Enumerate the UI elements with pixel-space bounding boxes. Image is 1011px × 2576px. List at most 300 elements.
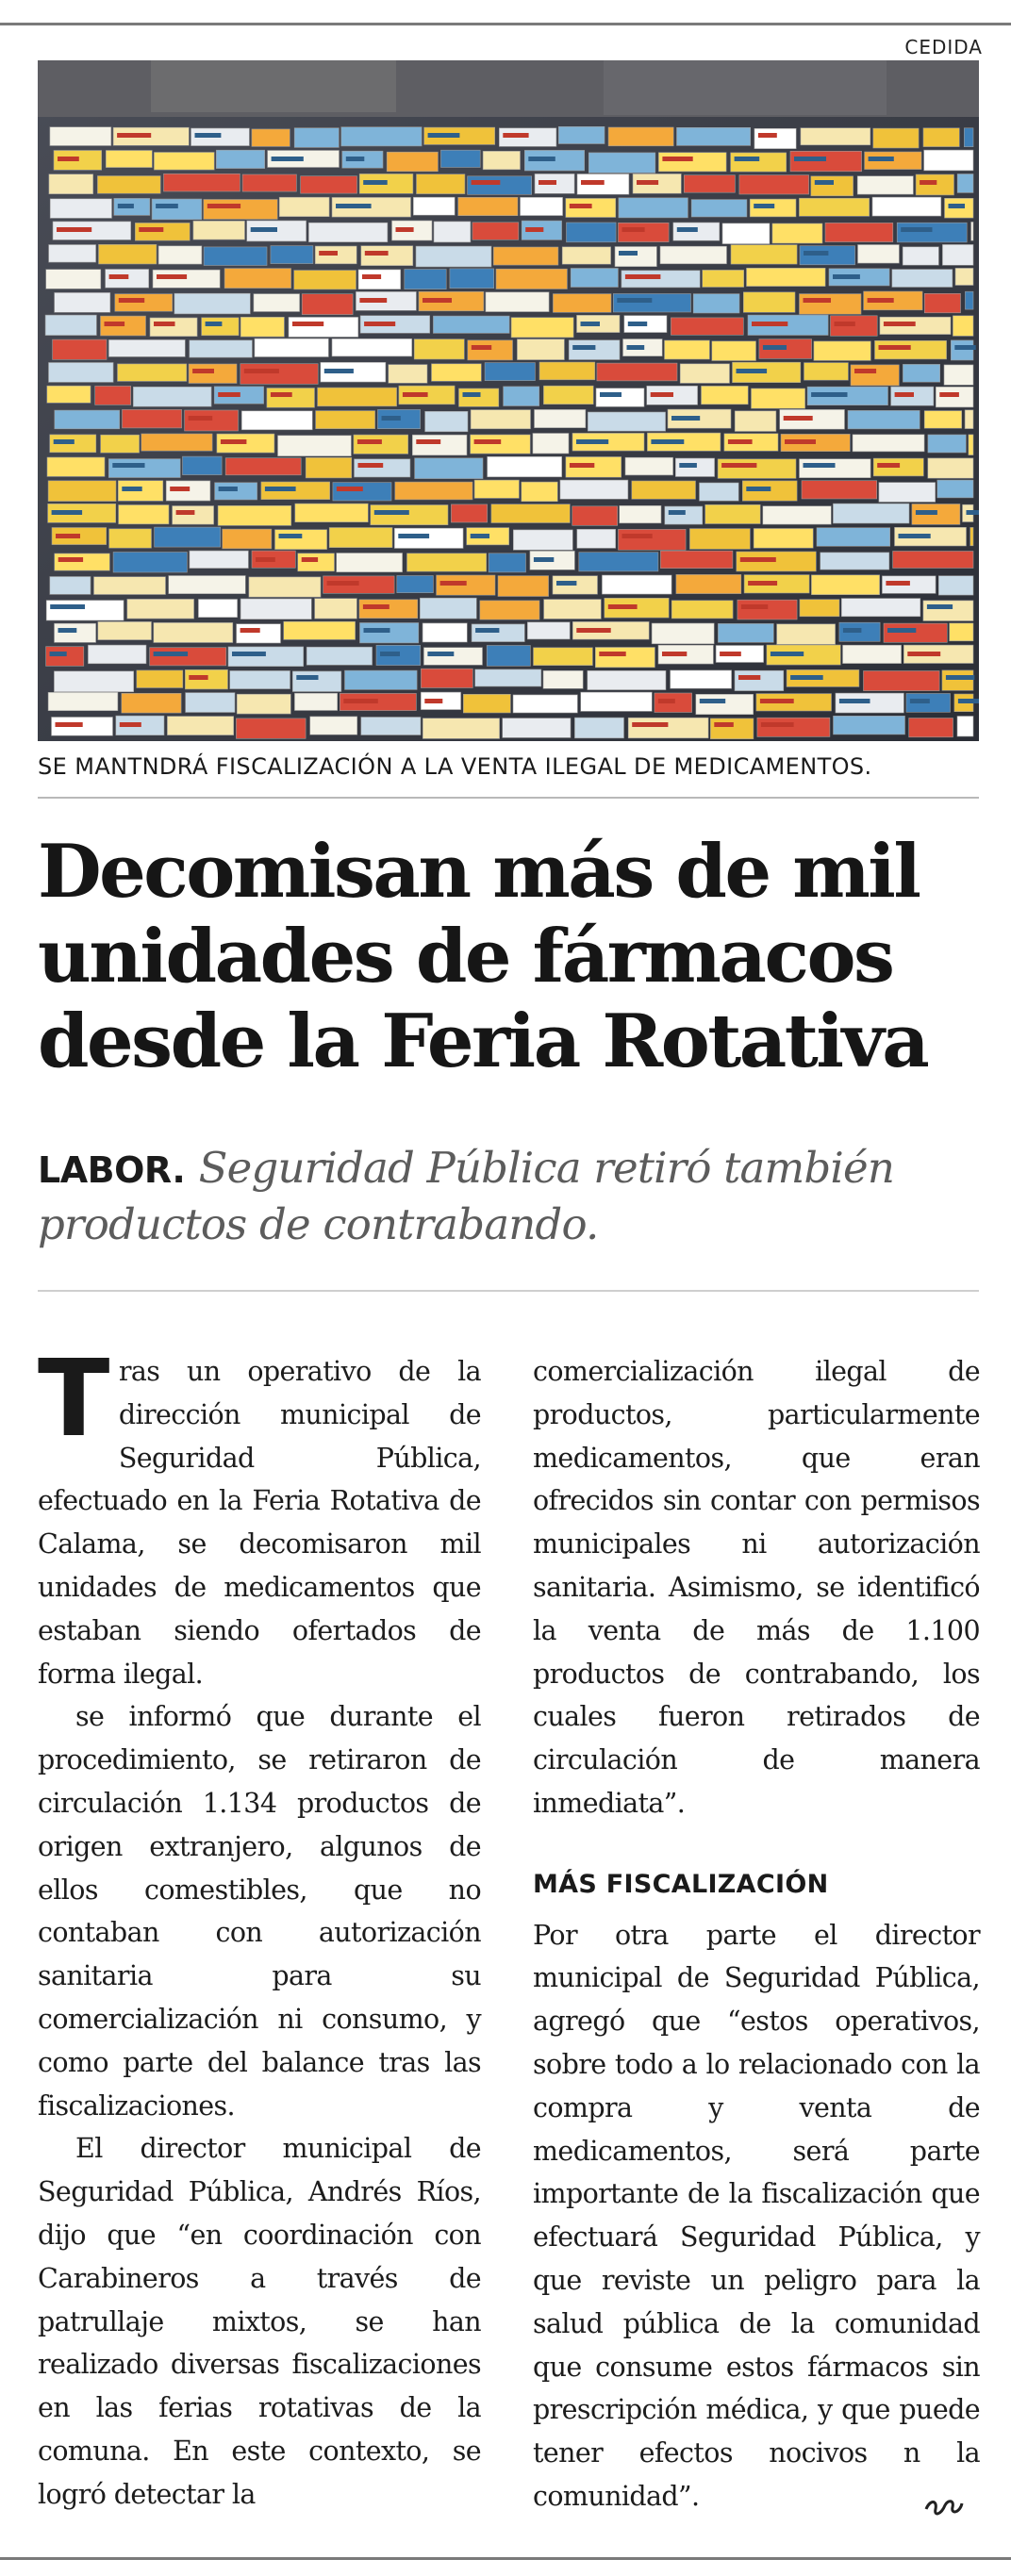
medicine-box <box>864 671 940 691</box>
medicine-box <box>240 317 284 337</box>
medicine-box <box>834 716 905 735</box>
headline <box>38 830 990 1084</box>
medicine-box <box>521 197 563 215</box>
medicine-box-stripe <box>700 699 725 703</box>
medicine-box <box>533 434 569 454</box>
medicine-box-stripe <box>374 510 409 515</box>
medicine-box <box>46 270 101 289</box>
medicine-box-stripe <box>56 722 83 727</box>
medicine-box <box>237 624 281 643</box>
medicine-box <box>562 247 610 264</box>
end-signature-icon <box>922 2492 966 2520</box>
medicine-box <box>240 599 311 619</box>
medicine-box <box>558 126 605 143</box>
medicine-box <box>799 198 869 216</box>
medicine-box <box>923 601 973 621</box>
medicine-box-stripe <box>576 628 610 633</box>
medicine-box <box>46 647 84 667</box>
medicine-box-stripe <box>534 557 554 562</box>
medicine-box <box>597 363 677 381</box>
medicine-box <box>254 294 300 312</box>
medicine-box <box>463 694 510 713</box>
medicine-box <box>204 200 277 220</box>
medicine-box <box>619 223 670 241</box>
medicine-box-stripe <box>50 604 85 609</box>
medicine-box-stripe <box>720 652 741 656</box>
medicine-box <box>173 506 214 525</box>
medicine-box <box>923 128 959 147</box>
medicine-box <box>223 529 272 549</box>
medicine-box <box>337 553 403 572</box>
medicine-box <box>928 458 973 478</box>
medicine-box <box>487 646 530 667</box>
medicine-box <box>119 505 169 524</box>
medicine-box-stripe <box>346 157 365 161</box>
medicine-box <box>267 388 315 408</box>
medicine-box <box>315 599 357 619</box>
medicine-box <box>684 175 735 193</box>
medicine-box <box>189 364 237 384</box>
medicine-box <box>88 645 146 664</box>
medicine-box <box>569 340 620 360</box>
medicine-box <box>413 197 455 215</box>
medicine-box-stripe <box>240 628 260 633</box>
medicine-box <box>483 151 520 170</box>
medicine-box <box>944 365 973 385</box>
medicine-box-stripe <box>833 274 860 279</box>
paragraph-3-text: El director municipal de Seguridad Pública, Andrés Ríos, dijo que “en coordinación con Carabineros a través de patrullaje mixtos, se han realizado diversas fiscalizaciones en las ferias rotativas de la comuna. En este contexto, se logró detectar la <box>38 2133 481 2510</box>
medicine-box-stripe <box>50 652 67 656</box>
medicine-box <box>415 458 483 479</box>
paragraph-1 <box>38 1338 481 1695</box>
medicine-box <box>106 151 152 168</box>
medicine-box <box>249 577 321 597</box>
medicine-box-stripe <box>886 581 910 586</box>
medicine-box-stripe <box>112 463 144 468</box>
medicine-box-stripe <box>714 722 734 727</box>
medicine-box-stripe <box>475 628 499 633</box>
medicine-box <box>190 340 253 357</box>
medicine-box-stripe <box>364 322 395 326</box>
deck-subtitle: Seguridad Pública retiró también productos de contrabando. <box>38 1143 895 1249</box>
headline-line-3: desde la Feria Rotativa <box>38 999 928 1084</box>
medicine-box <box>472 223 519 240</box>
medicine-box <box>345 670 418 689</box>
medicine-box <box>735 670 784 690</box>
medicine-box <box>936 387 973 407</box>
medicine-box-stripe <box>118 204 134 208</box>
medicine-box <box>710 718 754 739</box>
medicine-box <box>420 598 476 619</box>
medicine-box <box>361 246 413 266</box>
medicine-box <box>308 223 388 242</box>
medicine-box <box>814 341 870 361</box>
medicine-box <box>777 624 836 645</box>
medicine-box <box>811 176 854 196</box>
article-column-left <box>38 1338 481 2517</box>
medicine-box <box>332 339 412 356</box>
medicine-box <box>475 669 541 686</box>
medicine-box <box>294 271 356 289</box>
medicine-box <box>731 245 797 265</box>
medicine-box <box>133 387 211 406</box>
medicine-box-stripe <box>154 322 175 326</box>
medicine-box <box>150 648 226 666</box>
paragraph-3 <box>38 2127 481 2516</box>
medicine-box-stripe <box>428 133 460 138</box>
medicine-box-stripe <box>581 322 601 326</box>
medicine-box <box>95 386 131 405</box>
medicine-box <box>101 435 140 453</box>
medicine-box <box>491 504 570 523</box>
medicine-box <box>879 483 936 503</box>
medicine-box-stripe <box>738 675 760 680</box>
medicine-box <box>689 529 750 550</box>
medicine-box <box>702 386 749 404</box>
medicine-box <box>722 223 770 244</box>
medicine-box-stripe <box>946 675 974 680</box>
medicine-box <box>183 456 223 475</box>
medicine-box-stripe <box>794 157 826 161</box>
medicine-box <box>588 412 665 431</box>
paragraph-2: se informó que durante el procedimiento, se retiraron de circulación 1.134 productos de origen extranjero, algunos de ellos comestibles, que no contaban con autorización sanitaria para su comercialización ni consumo, y como parte del balance tras las fiscalizaciones. <box>38 1701 481 2122</box>
medicine-box-stripe <box>576 439 608 444</box>
medicine-box-stripe <box>427 652 454 656</box>
medicine-box <box>329 528 392 548</box>
medicine-box-stripe <box>784 416 813 421</box>
medicine-box <box>738 600 797 619</box>
medicine-box <box>577 529 616 548</box>
medicine-box <box>596 388 644 407</box>
medicine-box <box>118 364 187 382</box>
medicine-box-stripe <box>120 722 141 727</box>
medicine-box <box>155 527 221 547</box>
medicine-box-stripe <box>811 392 847 397</box>
section-subhead: MÁS FISCALIZACIÓN <box>533 1869 829 1899</box>
medicine-box <box>602 575 671 594</box>
medicine-box-stripe <box>868 298 894 303</box>
medicine-box-stripe <box>740 557 776 562</box>
medicine-box <box>302 294 353 315</box>
medicine-box-stripe <box>525 227 543 232</box>
medicine-box <box>588 153 655 173</box>
medicine-box <box>47 386 91 403</box>
medicine-box <box>535 409 586 427</box>
medicine-box <box>964 128 973 147</box>
medicine-box-stripe <box>219 487 238 491</box>
medicine-box <box>671 670 732 688</box>
medicine-box-stripe <box>105 322 125 326</box>
medicine-box-stripe <box>232 652 266 656</box>
medicine-box <box>700 483 739 501</box>
medicine-box <box>893 552 973 569</box>
medicine-box-stripe <box>474 439 502 444</box>
medicine-box <box>50 199 111 219</box>
medicine-box-stripe <box>570 463 594 468</box>
medicine-box-stripe <box>343 699 378 703</box>
medicine-box <box>957 174 973 193</box>
medicine-box <box>459 388 499 406</box>
medicine-box <box>884 623 947 642</box>
medicine-box <box>969 435 973 455</box>
medicine-box <box>660 246 727 264</box>
medicine-box <box>49 245 96 263</box>
medicine-box-stripe <box>746 487 771 491</box>
medicine-box <box>513 530 572 550</box>
medicine-box <box>458 197 518 215</box>
medicine-box <box>800 459 871 478</box>
medicine-box-stripe <box>503 133 528 138</box>
medicine-box <box>423 623 467 642</box>
medicine-box <box>903 247 938 265</box>
medicine-box-stripe <box>244 369 279 373</box>
medicine-box <box>360 623 419 643</box>
medicine-box-stripe <box>815 180 834 185</box>
medicine-box <box>543 670 583 688</box>
medicine-box <box>873 128 919 148</box>
medicine-box-stripe <box>879 345 911 350</box>
medicine-box <box>472 624 524 642</box>
medicine-box <box>665 340 710 359</box>
medicine-box <box>731 153 787 172</box>
medicine-box <box>150 318 197 337</box>
medicine-box-stripe <box>760 699 794 703</box>
medicine-box-stripe <box>752 322 787 326</box>
medicine-box <box>416 246 491 267</box>
medicine-box <box>94 577 166 595</box>
medicine-box <box>169 576 246 594</box>
medicine-box <box>306 457 352 478</box>
medicine-box <box>676 574 741 593</box>
medicine-box <box>620 505 661 523</box>
medicine-box <box>113 553 187 573</box>
medicine-box <box>628 718 708 738</box>
medicine-box-stripe <box>939 392 959 397</box>
medicine-box <box>141 434 212 451</box>
medicine-box <box>817 528 890 547</box>
medicine-box <box>735 411 776 432</box>
medicine-box-stripe <box>637 180 658 185</box>
medicine-box-stripe <box>206 322 223 326</box>
medicine-box <box>671 318 743 335</box>
medicine-box <box>553 294 611 313</box>
medicine-box <box>55 292 110 312</box>
medicine-box-stripe <box>302 557 318 562</box>
medicine-box <box>389 365 427 384</box>
medicine-box-stripe <box>265 487 296 491</box>
medicine-box-stripe <box>622 534 653 538</box>
medicine-box <box>539 362 595 380</box>
medicine-box-stripe <box>662 652 687 656</box>
medicine-box <box>820 553 889 570</box>
medicine-box <box>909 718 953 737</box>
medicine-box-stripe <box>58 157 79 161</box>
medicine-box <box>632 481 696 499</box>
medicine-box <box>938 576 973 595</box>
medicine-box-stripe <box>463 392 481 397</box>
medicine-box-stripe <box>192 369 214 373</box>
medicine-box <box>279 197 329 217</box>
medicine-box <box>833 504 909 523</box>
medicine-box <box>405 270 446 289</box>
medicine-box-stripe <box>327 581 359 586</box>
medicine-box <box>858 245 900 264</box>
medicine-box-stripe <box>221 439 247 444</box>
medicine-box-stripe <box>119 298 144 303</box>
medicine-box <box>46 601 124 620</box>
medicine-box <box>441 150 481 167</box>
medicine-box <box>218 505 291 525</box>
medicine-box-stripe <box>735 157 760 161</box>
medicine-box <box>671 601 733 619</box>
medicine-boxes-photo <box>38 60 979 741</box>
medicine-box <box>417 174 465 194</box>
medicine-box <box>55 553 110 570</box>
medicine-box-stripe <box>895 392 914 397</box>
paragraph-1-text: ras un operativo de la dirección municipal de Seguridad Pública, efectuado en la Feria Rotativa de Calama, se decomisaron mil unidades de medicamentos que estaban siendo ofertados de forma ilegal. <box>38 1356 481 1690</box>
medicine-box-stripe <box>157 274 187 279</box>
medicine-box <box>109 529 152 548</box>
medicine-box <box>544 600 602 619</box>
medicine-box-stripe <box>627 345 645 350</box>
medicine-box <box>355 459 410 477</box>
medicine-box-stripe <box>319 251 338 256</box>
medicine-box-stripe <box>570 204 592 208</box>
medicine-box <box>54 671 133 692</box>
medicine-box <box>99 244 157 264</box>
medicine-box-stripe <box>296 675 318 680</box>
medicine-box <box>292 671 341 692</box>
bottom-rule <box>0 2557 1011 2560</box>
medicine-box <box>216 150 264 168</box>
medicine-box <box>677 127 751 145</box>
medicine-box <box>517 339 564 360</box>
medicine-box-stripe <box>771 652 804 656</box>
medicine-box <box>137 670 183 688</box>
medicine-box-stripe <box>804 251 828 256</box>
medicine-box-stripe <box>54 439 75 444</box>
medicine-box <box>318 388 397 406</box>
medicine-box <box>588 670 666 689</box>
medicine-box-stripe <box>362 274 381 279</box>
medicine-box <box>48 692 118 710</box>
medicine-box-stripe <box>251 227 277 232</box>
medicine-box-stripe <box>279 534 303 538</box>
headline-line-1: Decomisan más de mil <box>38 829 920 915</box>
medicine-box <box>892 270 953 288</box>
medicine-box <box>811 575 879 595</box>
medicine-box <box>387 152 438 172</box>
medicine-box-stripe <box>364 628 390 633</box>
medicine-box <box>395 482 472 500</box>
medicine-box <box>49 174 93 194</box>
medicine-box-stripe <box>218 392 240 397</box>
medicine-box-stripe <box>761 722 794 727</box>
medicine-box-stripe <box>651 439 684 444</box>
medicine-box <box>310 717 357 735</box>
medicine-box <box>705 504 761 523</box>
medicine-box <box>718 459 796 479</box>
deck-kicker: LABOR. <box>38 1149 186 1191</box>
medicine-box <box>432 364 482 382</box>
medicine-box <box>527 622 570 639</box>
medicine-box <box>341 127 422 146</box>
medicine-box-stripe <box>170 487 190 491</box>
medicine-box-stripe <box>109 274 129 279</box>
medicine-box <box>619 198 688 218</box>
medicine-box <box>271 246 313 264</box>
medicine-box-stripe <box>748 581 777 586</box>
medicine-box <box>255 339 329 356</box>
medicine-box <box>158 246 202 264</box>
medicine-box <box>875 340 947 359</box>
medicine-box-stripe <box>671 416 700 421</box>
medicine-box-stripe <box>139 227 163 232</box>
medicine-box-stripe <box>662 157 692 161</box>
medicine-box-stripe <box>721 463 756 468</box>
medicine-box <box>397 576 434 593</box>
medicine-box-stripe <box>359 298 387 303</box>
photo-illustration <box>38 60 979 741</box>
medicine-box <box>853 435 924 452</box>
medicine-box <box>496 269 567 289</box>
medicine-box-stripe <box>363 180 388 185</box>
medicine-box <box>485 363 535 381</box>
medicine-box <box>942 244 973 265</box>
medicine-box-stripe <box>176 510 195 515</box>
medicine-box <box>468 340 513 360</box>
medicine-box <box>108 339 185 356</box>
medicine-box <box>625 457 673 475</box>
medicine-box <box>747 268 826 286</box>
medicine-box <box>857 176 913 194</box>
medicine-box <box>164 173 240 191</box>
medicine-box-stripe <box>424 699 442 703</box>
paragraph-4: Por otra parte el director municipal de Seguridad Pública, agregó que “estos operativos, sobre todo a lo relacionado con la compra y venta de medicamentos, será parte importante de la fiscalización que efectuará Seguridad Pública, y que reviste un peligro para la salud pública de la comunidad que consume estos fármacos sin prescripción médica, y que puede tener efectos nocivos n la comunidad”. <box>533 1919 980 2512</box>
medicine-box <box>49 363 114 383</box>
medicine-box <box>242 174 296 191</box>
medicine-box <box>50 127 111 146</box>
medicine-box-stripe <box>617 298 652 303</box>
medicine-box-stripe <box>967 510 980 515</box>
medicine-box <box>608 127 673 146</box>
medicine-box <box>574 718 623 738</box>
medicine-box <box>154 622 233 642</box>
medicine-box <box>421 669 472 687</box>
medicine-box <box>167 717 233 735</box>
medicine-box <box>240 364 318 385</box>
medicine-box <box>660 551 733 569</box>
medicine-box <box>924 411 962 429</box>
medicine-box <box>228 647 304 667</box>
medicine-box-stripe <box>382 416 401 421</box>
medicine-box <box>924 150 973 171</box>
article-column-right <box>533 1350 980 2518</box>
medicine-box-stripe <box>949 204 966 208</box>
medicine-box <box>471 435 531 454</box>
photo-caption: SE MANTNDRÁ FISCALIZACIÓN A LA VENTA ILEGAL DE MEDICAMENTOS. <box>38 753 872 780</box>
medicine-box-stripe <box>189 675 207 680</box>
medicine-box <box>55 623 96 642</box>
medicine-box-stripe <box>839 699 870 703</box>
medicine-box <box>965 410 973 429</box>
medicine-box-stripe <box>117 133 151 138</box>
medicine-box-stripe <box>622 227 645 232</box>
medicine-box <box>957 717 973 737</box>
medicine-box-stripe <box>625 274 661 279</box>
medicine-box <box>289 317 358 337</box>
medicine-box <box>186 693 235 713</box>
